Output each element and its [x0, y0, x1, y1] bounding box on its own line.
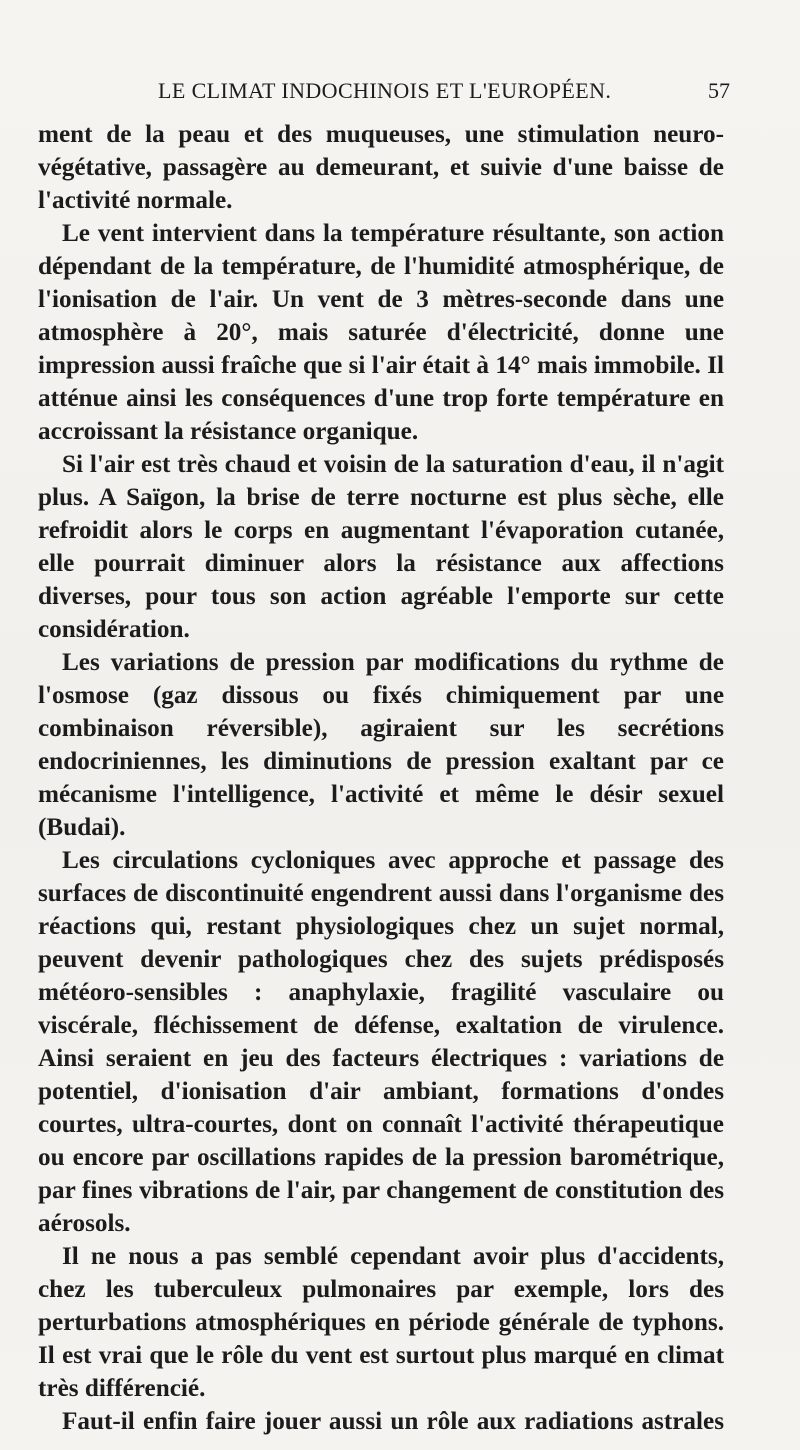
paragraph-radiations: Faut-il enfin faire jouer aussi un rôle aux radiations astrales — [62, 1408, 724, 1435]
running-title: LE CLIMAT INDOCHINOIS ET L'EUROPÉEN. — [158, 78, 612, 103]
body-text — [38, 118, 724, 1438]
page-header — [40, 78, 730, 108]
page-number: 57 — [708, 78, 730, 103]
paragraph-wind: Le vent intervient dans la température résultante, son action dépendant de la température, de l'humidité atmosphérique, de l'ionisation de l'air. Un vent de 3 mètres-seconde dans une atmosphère à 20°, mais saturée d'électricité, donne une impression aussi fraîche que si l'air était à 14° mais immobile. Il atténue ainsi les conséquences d'une trop forte température en accroissant la résistance organique. — [38, 220, 724, 445]
paragraph-cyclonic: Les circulations cycloniques avec approche et passage des surfaces de discontinuité engendrent aussi dans l'organisme des réactions qui, restant physiologiques chez un sujet normal, peuvent devenir pathologiques chez des sujets prédisposés météoro-sensibles : anaphylaxie, fragilité vasculaire ou viscérale, fléchissement de défense, exaltation de virulence. Ainsi seraient en jeu des facteurs électriques : variations de potentiel, d'ionisation d'air ambiant, formations d'ondes courtes, ultra-courtes, dont on connaît l'activité thérapeutique ou encore par oscillations rapides de la pression barométrique, par fines vibrations de l'air, par changement de constitution des aérosols. — [38, 847, 724, 1237]
paragraph-accidents: Il ne nous a pas semblé cependant avoir plus d'accidents, chez les tuberculeux pulmonaires par exemple, lors des perturbations atmosphériques en période générale de typhons. Il est vrai que le rôle du vent est surtout plus marqué en climat très différencié. — [38, 1243, 724, 1402]
paragraph-hot-air: Si l'air est très chaud et voisin de la saturation d'eau, il n'agit plus. A Saïgon, la brise de terre nocturne est plus sèche, elle refroidit alors le corps en augmentant l'évaporation cutanée, elle pourrait diminuer alors la résistance aux affections diverses, pour tous son action agréable l'emporte sur cette considération. — [38, 451, 724, 643]
paragraph-pressure: Les variations de pression par modifications du rythme de l'osmose (gaz dissous ou fixés chimiquement par une combinaison réversible), agiraient sur les secrétions endocriniennes, les diminutions de pression exaltant par ce mécanisme l'intelligence, l'activité et même le désir sexuel (Budai). — [38, 649, 724, 841]
paragraph-continuation: ment de la peau et des muqueuses, une stimulation neuro-végétative, passagère au demeurant, et suivie d'une baisse de l'activité normale. — [38, 121, 724, 214]
